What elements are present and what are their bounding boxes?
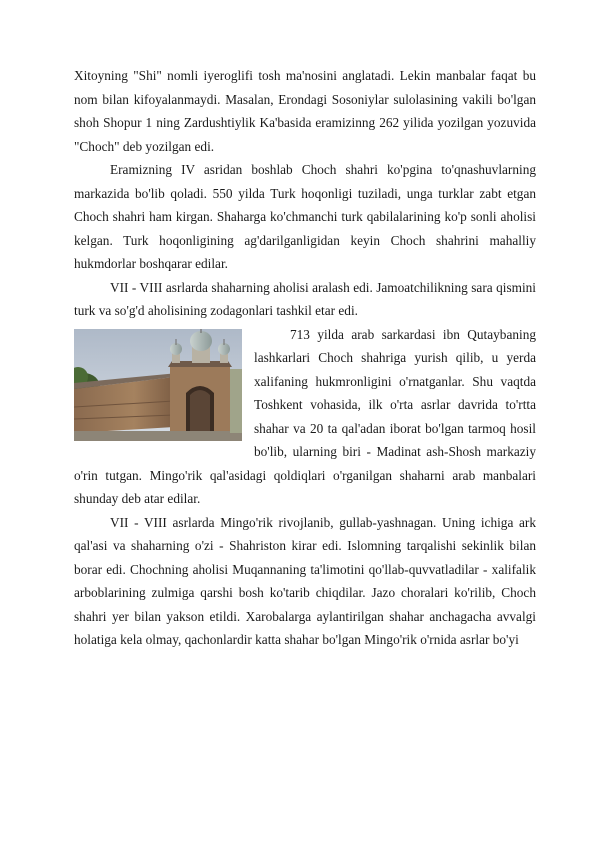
paragraph-1: Xitoyning "Shi" nomli iyeroglifi tosh ma'nosini anglatadi. Lekin manbalar faqat bu nom bilan kifoyalanmaydi. Masalan, Erondagi Sosoniylar sulolasining vakili bo'lgan shoh Shopur 1 ning Zardushtiylik Ka'basida eramizinng 262 yilida yozilgan yozuvida "Choch" deb yozilgan edi. [74,68,536,154]
paragraph-3: VII - VIII asrlarda shaharning aholisi aralash edi. Jamoatchilikning sara qismini turk va so'g'd aholisining zodagonlari tashkil etar edi. [74,279,536,318]
mosque-photo [74,329,242,441]
paragraph-4: 713 yilda arab sarkardasi ibn Qutaybaning lashkarlari Choch shahriga yurish qilib, u yerda xalifaning hukmronligini o'rnatganlar. Shu vaqtda Toshkent vohasida, ilk o'rta asrlar davrida to'rtta shahar va 20 ta qal'adan iborat bo'lgan tarmoq hosil bo'lib, ularning biri - Madinat ash-Shosh markaziy o'rin tutgan. Mingo'rik qal'asidagi qoldiqlari o'rganilgan shaharni arab manbalari shunday deb atar edilar. [74,326,536,506]
paragraph-5: VII - VIII asrlarda Mingo'rik rivojlanib, gullab-yashnagan. Uning ichiga ark qal'asi va shaharning o'zi - Shahriston kirar edi. Islomning tarqalishi sekinlik bilan borar edi. Chochning aholisi Muqannaning ta'limotini qo'llab-quvvatladilar - xalifalik arboblarining zulmiga qarshi bosh ko'tarib chiqdilar. Jazo choralari ko'rilib, Choch shahri yer bilan yakson etildi. Xarobalarga aylantirilgan shahar anchagacha avvalgi holatiga kela olmay, qachonlardir katta shahar bo'lgan Mingo'rik o'rnida asrlar bo'yi [74,514,536,647]
paragraph-2: Eramizning IV asridan boshlab Choch shahri ko'pgina to'qnashuvlarning markazida bo'lib qoladi. 550 yilda Turk hoqonligi tuziladi, unga turklar zabt etgan Choch shahri ham kirgan. Shaharga ko'chmanchi turk qabilalarining ko'p sonli aholisi kelgan. Turk hoqonligining ag'darilganligidan keyin Choch shahrini mahalliy hukmdorlar boshqarar edilar. [74,162,536,271]
document-body [74,64,536,652]
